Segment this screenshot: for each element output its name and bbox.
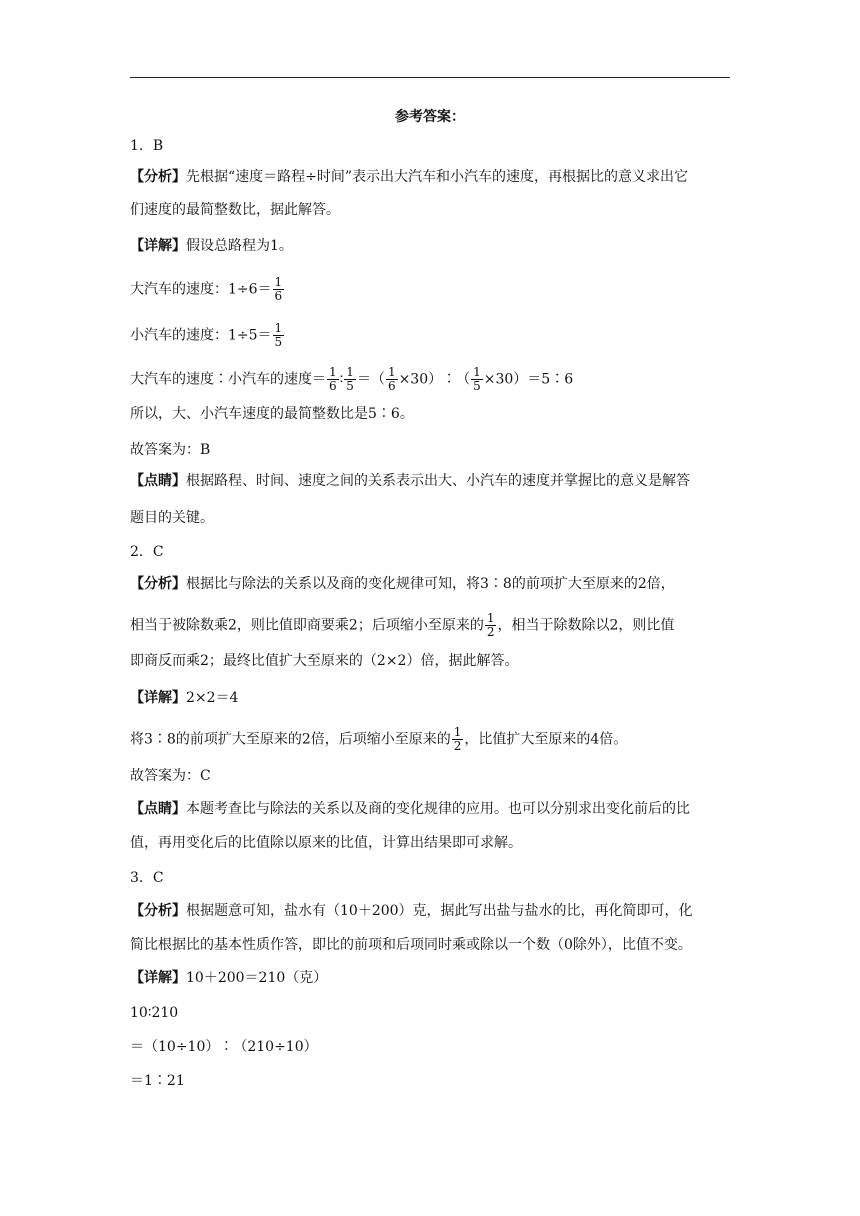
comment-tag: 【点睛】 <box>130 473 186 489</box>
q1-answer: 1．B <box>130 138 164 154</box>
analysis-tag: 【分析】 <box>130 903 186 919</box>
q1-ratio: 大汽车的速度∶小汽车的速度＝ $\frac{1}{6}$ ∶ $\frac{1}{5}$ ＝（ $\frac{1}{6}$ ×30）∶（ $\frac{1}{5}$ ×30）＝5∶6 <box>130 365 574 393</box>
q2-analysis-cont: 相当于被除数乘2，则比值即商要乘2；后项缩小至原来的 $\frac{1}{2}$ ，相当于除数除以2，则比值 <box>130 611 675 639</box>
q1-detail-text: 假设总路程为1。 <box>186 238 293 254</box>
q2-answer: 2．C <box>130 544 164 560</box>
fraction-1-2: $\frac{1}{2}$ <box>453 725 462 753</box>
fraction-1-6: $\frac{1}{6}$ <box>274 275 283 303</box>
q2-comment: 【点睛】本题考查比与除法的关系以及商的变化规律的应用。也可以分别求出变化前后的比 <box>130 801 690 817</box>
q3-step-3: ＝1∶21 <box>130 1073 185 1089</box>
q3-step-1: 10∶210 <box>130 1005 179 1021</box>
detail-tag: 【详解】 <box>130 238 186 254</box>
q1-conclusion: 所以，大、小汽车速度的最简整数比是5∶6。 <box>130 406 414 422</box>
q3-detail: 【详解】10＋200＝210（克） <box>130 970 328 986</box>
q1-detail <box>130 236 740 256</box>
header-rule <box>130 77 730 78</box>
fraction-1-5: $\frac{1}{5}$ <box>473 365 481 393</box>
big-speed-text: 大汽车的速度：1÷6＝ <box>130 281 272 298</box>
page-title: 参考答案： <box>395 109 465 125</box>
q1-final-answer: 故答案为：B <box>130 442 211 458</box>
analysis-tag: 【分析】 <box>130 169 186 185</box>
q3-analysis-cont: 简比根据比的基本性质作答，即比的前项和后项同时乘或除以一个数（0除外），比值不变。 <box>130 937 692 953</box>
q1-big-speed <box>130 276 740 303</box>
fraction-1-2: $\frac{1}{2}$ <box>486 611 495 639</box>
q2-comment-cont: 值，再用变化后的比值除以原来的比值，计算出结果即可求解。 <box>130 835 522 851</box>
q1-small-speed <box>130 322 740 349</box>
q3-answer: 3．C <box>130 870 164 886</box>
fraction-1-5: $\frac{1}{5}$ <box>346 365 354 393</box>
analysis-tag: 【分析】 <box>130 576 186 592</box>
detail-tag: 【详解】 <box>130 970 186 986</box>
fraction-1-6: $\frac{1}{6}$ <box>329 365 337 393</box>
q3-step-2: ＝（10÷10）∶（210÷10） <box>130 1039 318 1055</box>
detail-tag: 【详解】 <box>130 690 186 706</box>
q3-analysis: 【分析】根据题意可知，盐水有（10＋200）克，据此写出盐与盐水的比，再化简即可，化 <box>130 903 693 919</box>
fraction-1-5: $\frac{1}{5}$ <box>274 321 283 349</box>
q1-comment-cont: 题目的关键。 <box>130 510 214 526</box>
comment-tag: 【点睛】 <box>130 801 186 817</box>
q1-analysis-cont: 们速度的最简整数比，据此解答。 <box>130 202 340 218</box>
q1-comment: 【点睛】根据路程、时间、速度之间的关系表示出大、小汽车的速度并掌握比的意义是解答 <box>130 473 690 489</box>
fraction-1-6: $\frac{1}{6}$ <box>387 365 396 393</box>
q1-analysis <box>130 167 740 187</box>
q1-analysis-text: 先根据“速度＝路程÷时间”表示出大汽车和小汽车的速度，再根据比的意义求出它 <box>186 169 689 185</box>
q2-analysis: 【分析】根据比与除法的关系以及商的变化规律可知，将3∶8的前项扩大至原来的2倍， <box>130 576 675 592</box>
q2-detail-cont: 将3∶8的前项扩大至原来的2倍，后项缩小至原来的 $\frac{1}{2}$ ，比值扩大至原来的4倍。 <box>130 725 628 753</box>
q2-detail: 【详解】2×2＝4 <box>130 690 239 706</box>
small-speed-text: 小汽车的速度：1÷5＝ <box>130 327 272 344</box>
q2-analysis-cont2: 即商反而乘2；最终比值扩大至原来的（2×2）倍，据此解答。 <box>130 653 519 669</box>
q2-final-answer: 故答案为：C <box>130 768 211 784</box>
